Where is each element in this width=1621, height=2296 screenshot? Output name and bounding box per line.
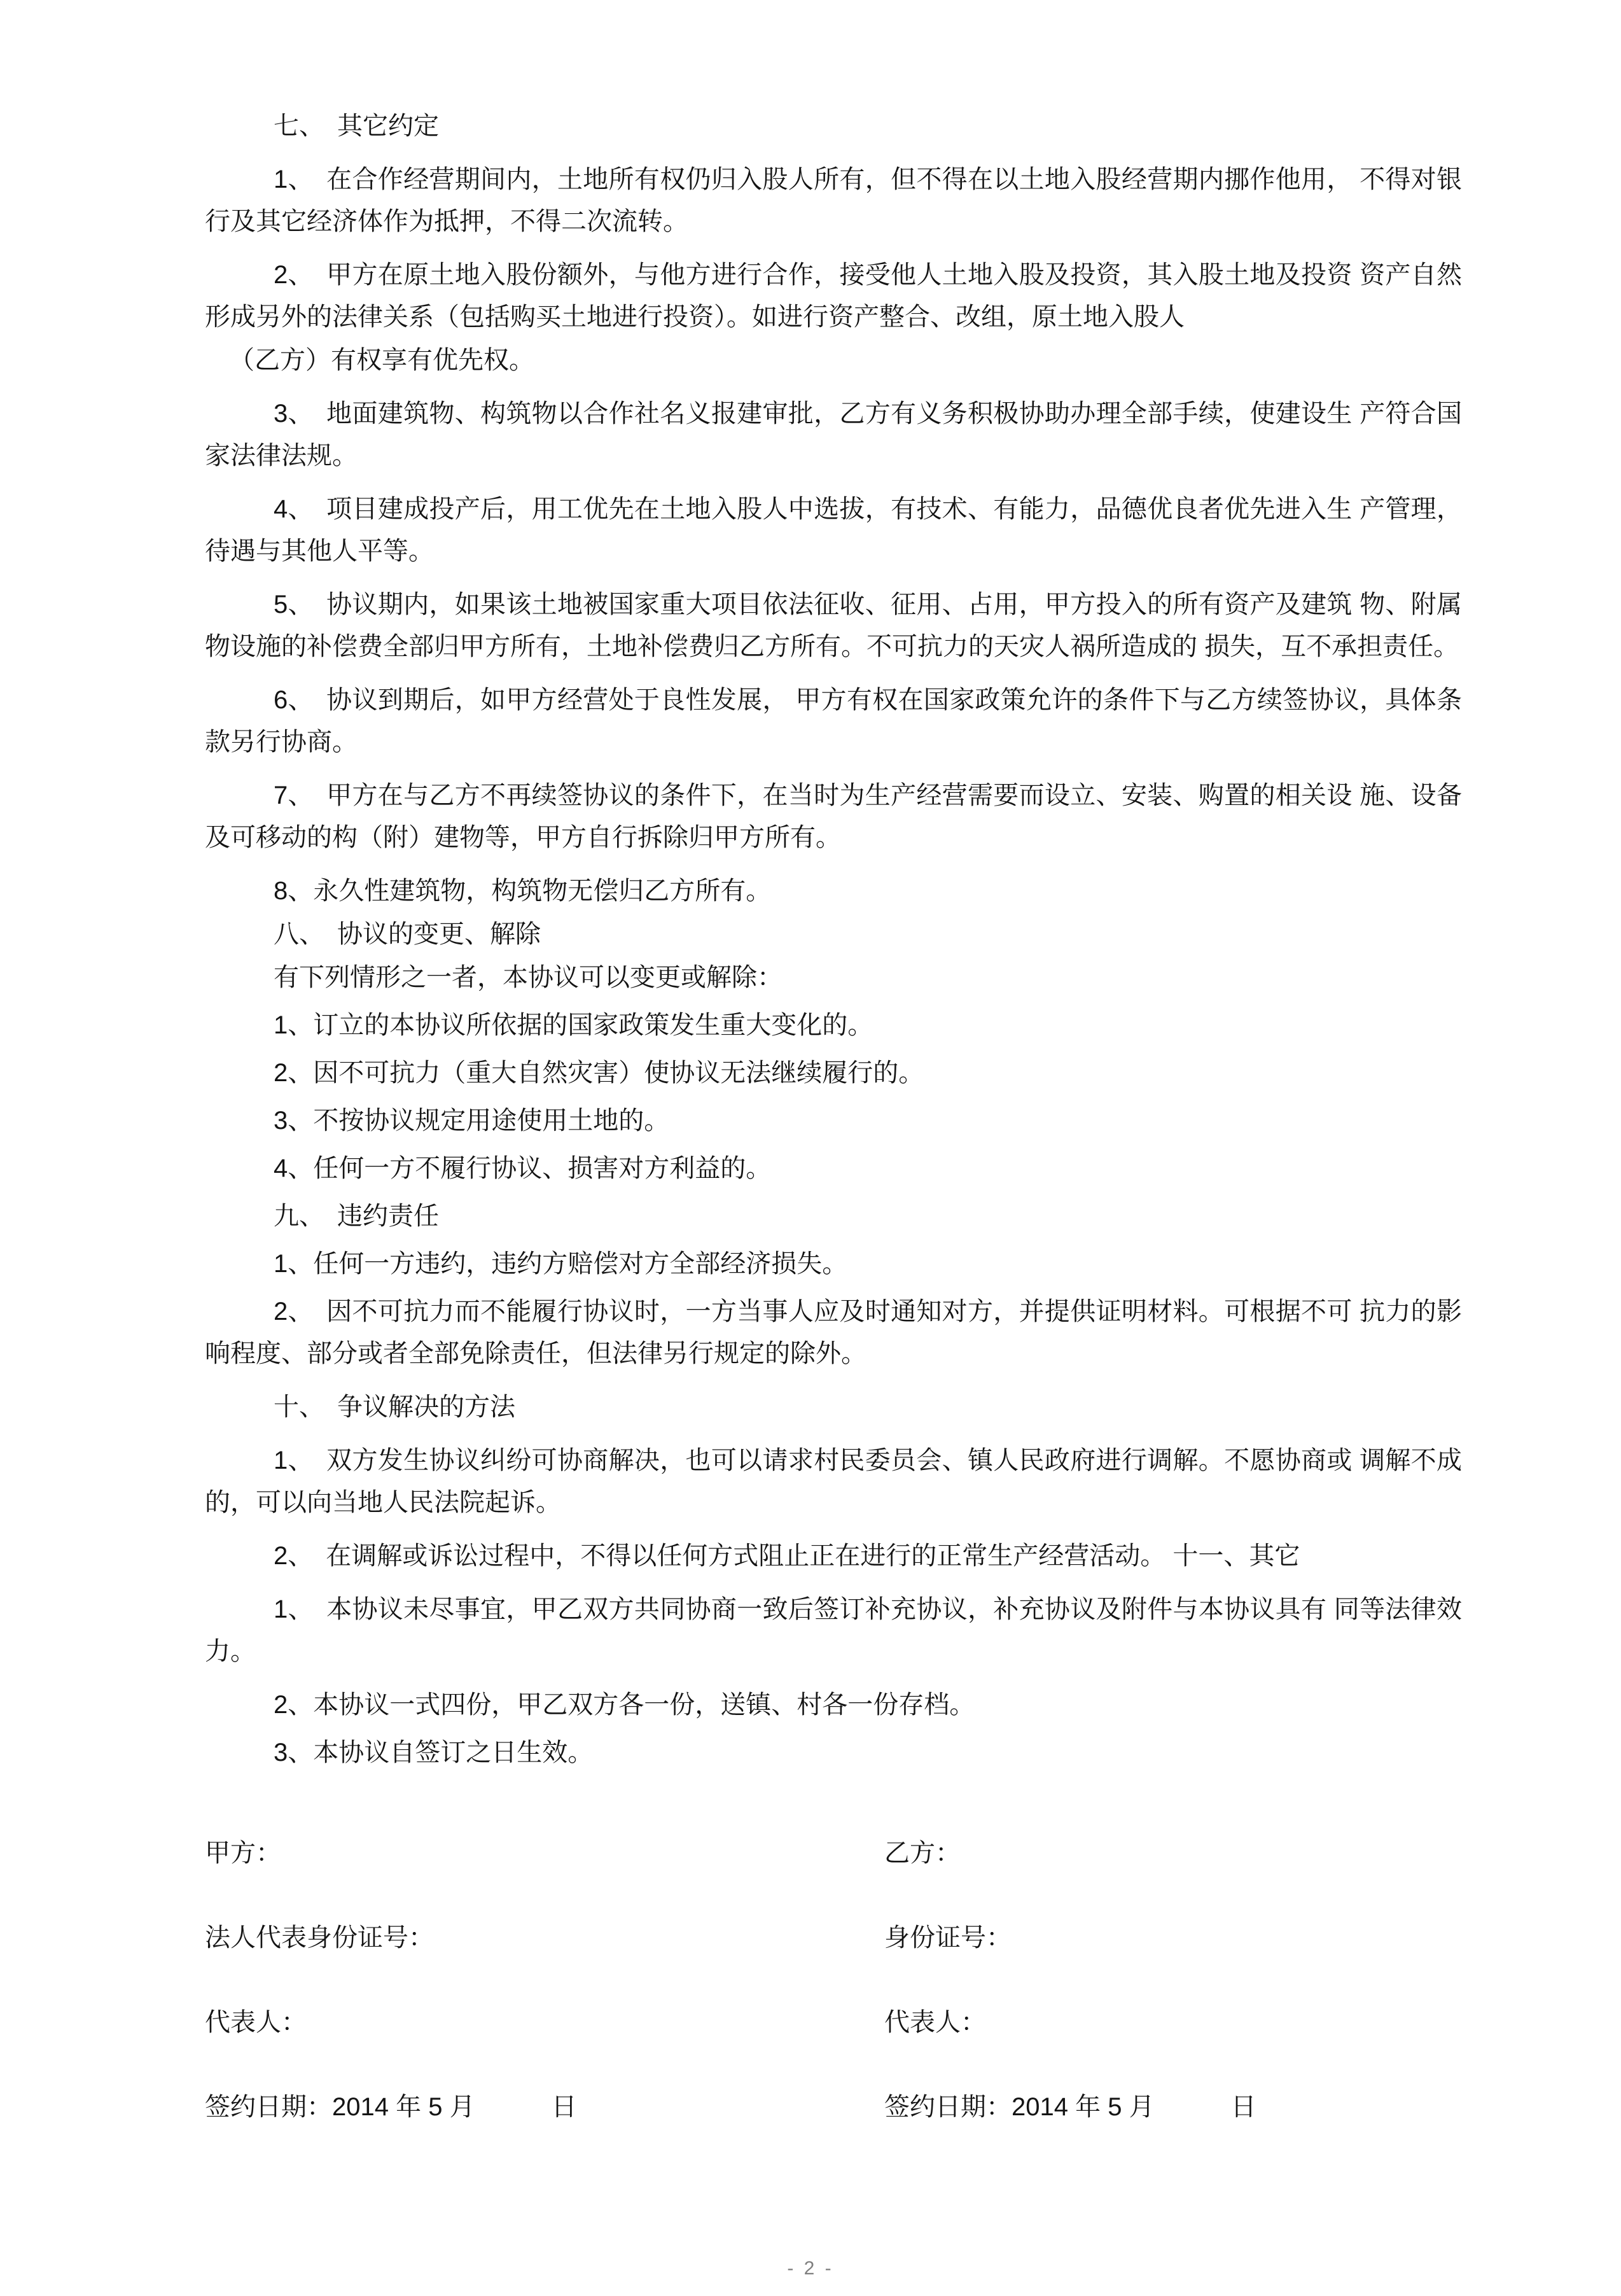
paragraph-11-2: 2、本协议一式四份，甲乙双方各一份，送镇、村各一份存档。 xyxy=(274,1691,975,1719)
paragraph-10-2: 2、 在调解或诉讼过程中，不得以任何方式阻止正在进行的正常生产经营活动。 十一、其它 xyxy=(274,1542,1300,1570)
paragraph-8-2: 2、因不可抗力（重大自然灾害）使协议无法继续履行的。 xyxy=(274,1059,924,1087)
paragraph-8-intro: 有下列情形之一者，本协议可以变更或解除： xyxy=(274,963,783,991)
paragraph-7-4: 4、 项目建成投产后，用工优先在土地入股人中选拔，有技术、有能力，品德优良者优先进入生 产管理，待遇与其他人平等。 xyxy=(205,495,1462,565)
party-a-rep-label: 代表人： xyxy=(205,2008,307,2036)
paragraph-11-1: 1、 本协议未尽事宜，甲乙双方共同协商一致后签订补充协议，补充协议及附件与本协议具有 同等法律效力。 xyxy=(205,1595,1462,1665)
section-heading-8: 八、 协议的变更、解除 xyxy=(274,920,541,948)
signature-row-party xyxy=(205,1832,1462,1874)
paragraph-7-7: 7、 甲方在与乙方不再续签协议的条件下，在当时为生产经营需要而设立、安装、购置的相关设 施、设备及可移动的构（附）建物等，甲方自行拆除归甲方所有。 xyxy=(205,781,1462,851)
paragraph-7-2: 2、 甲方在原土地入股份额外，与他方进行合作，接受他人土地入股及投资，其入股土地及投资 资产自然形成另外的法律关系（包括购买土地进行投资）。如进行资产整合、改组，原土地入股人 xyxy=(205,261,1462,331)
party-b-id-label: 身份证号： xyxy=(884,1924,1012,1952)
paragraph-9-1: 1、任何一方违约，违约方赔偿对方全部经济损失。 xyxy=(274,1250,848,1278)
party-b-label: 乙方： xyxy=(884,1839,961,1867)
paragraph-8-3: 3、不按协议规定用途使用土地的。 xyxy=(274,1107,670,1135)
party-b-rep-label: 代表人： xyxy=(884,2008,986,2036)
signature-row-id xyxy=(205,1917,1462,1959)
party-a-id-label: 法人代表身份证号： xyxy=(205,1924,434,1952)
signature-block xyxy=(205,1832,1462,2128)
signature-row-representative xyxy=(205,2001,1462,2043)
paragraph-10-1: 1、 双方发生协议纠纷可协商解决，也可以请求村民委员会、镇人民政府进行调解。不愿协商或 调解不成的，可以向当地人民法院起诉。 xyxy=(205,1446,1462,1516)
paragraph-7-6: 6、 协议到期后，如甲方经营处于良性发展， 甲方有权在国家政策允许的条件下与乙方续签协议，具体条款另行协商。 xyxy=(205,686,1462,756)
paragraph-7-8: 8、永久性建筑物，构筑物无偿归乙方所有。 xyxy=(274,877,772,905)
paragraph-8-1: 1、订立的本协议所依据的国家政策发生重大变化的。 xyxy=(274,1011,873,1039)
party-a-label: 甲方： xyxy=(205,1839,281,1867)
paragraph-7-5: 5、 协议期内，如果该土地被国家重大项目依法征收、征用、占用，甲方投入的所有资产及建筑 物、附属物设施的补偿费全部归甲方所有，土地补偿费归乙方所有。不可抗力的天灾人祸所造成的 损失，互不承担责任。 xyxy=(205,591,1462,661)
section-heading-9: 九、 违约责任 xyxy=(274,1202,439,1230)
paragraph-11-3: 3、本协议自签订之日生效。 xyxy=(274,1739,594,1767)
party-a-sign-date: 签约日期：2014 年 5 月 日 xyxy=(205,2093,577,2121)
paragraph-7-3: 3、 地面建筑物、构筑物以合作社名义报建审批，乙方有义务积极协助办理全部手续，使建设生 产符合国家法律法规。 xyxy=(205,400,1462,470)
paragraph-7-1: 1、 在合作经营期间内，土地所有权仍归入股人所有，但不得在以土地入股经营期内挪作他用， 不得对银行及其它经济体作为抵押，不得二次流转。 xyxy=(205,165,1462,235)
party-b-sign-date: 签约日期：2014 年 5 月 日 xyxy=(884,2093,1256,2121)
section-heading-10: 十、 争议解决的方法 xyxy=(274,1393,515,1421)
paragraph-9-2: 2、 因不可抗力而不能履行协议时，一方当事人应及时通知对方，并提供证明材料。可根据不可 抗力的影响程度、部分或者全部免除责任，但法律另行规定的除外。 xyxy=(205,1298,1462,1368)
paragraph-7-2-continued: （乙方）有权享有优先权。 xyxy=(229,346,534,374)
section-heading-7: 七、 其它约定 xyxy=(274,112,439,140)
page-number: - 2 - xyxy=(787,2258,834,2279)
paragraph-8-4: 4、任何一方不履行协议、损害对方利益的。 xyxy=(274,1154,772,1182)
signature-row-date xyxy=(205,2086,1462,2128)
